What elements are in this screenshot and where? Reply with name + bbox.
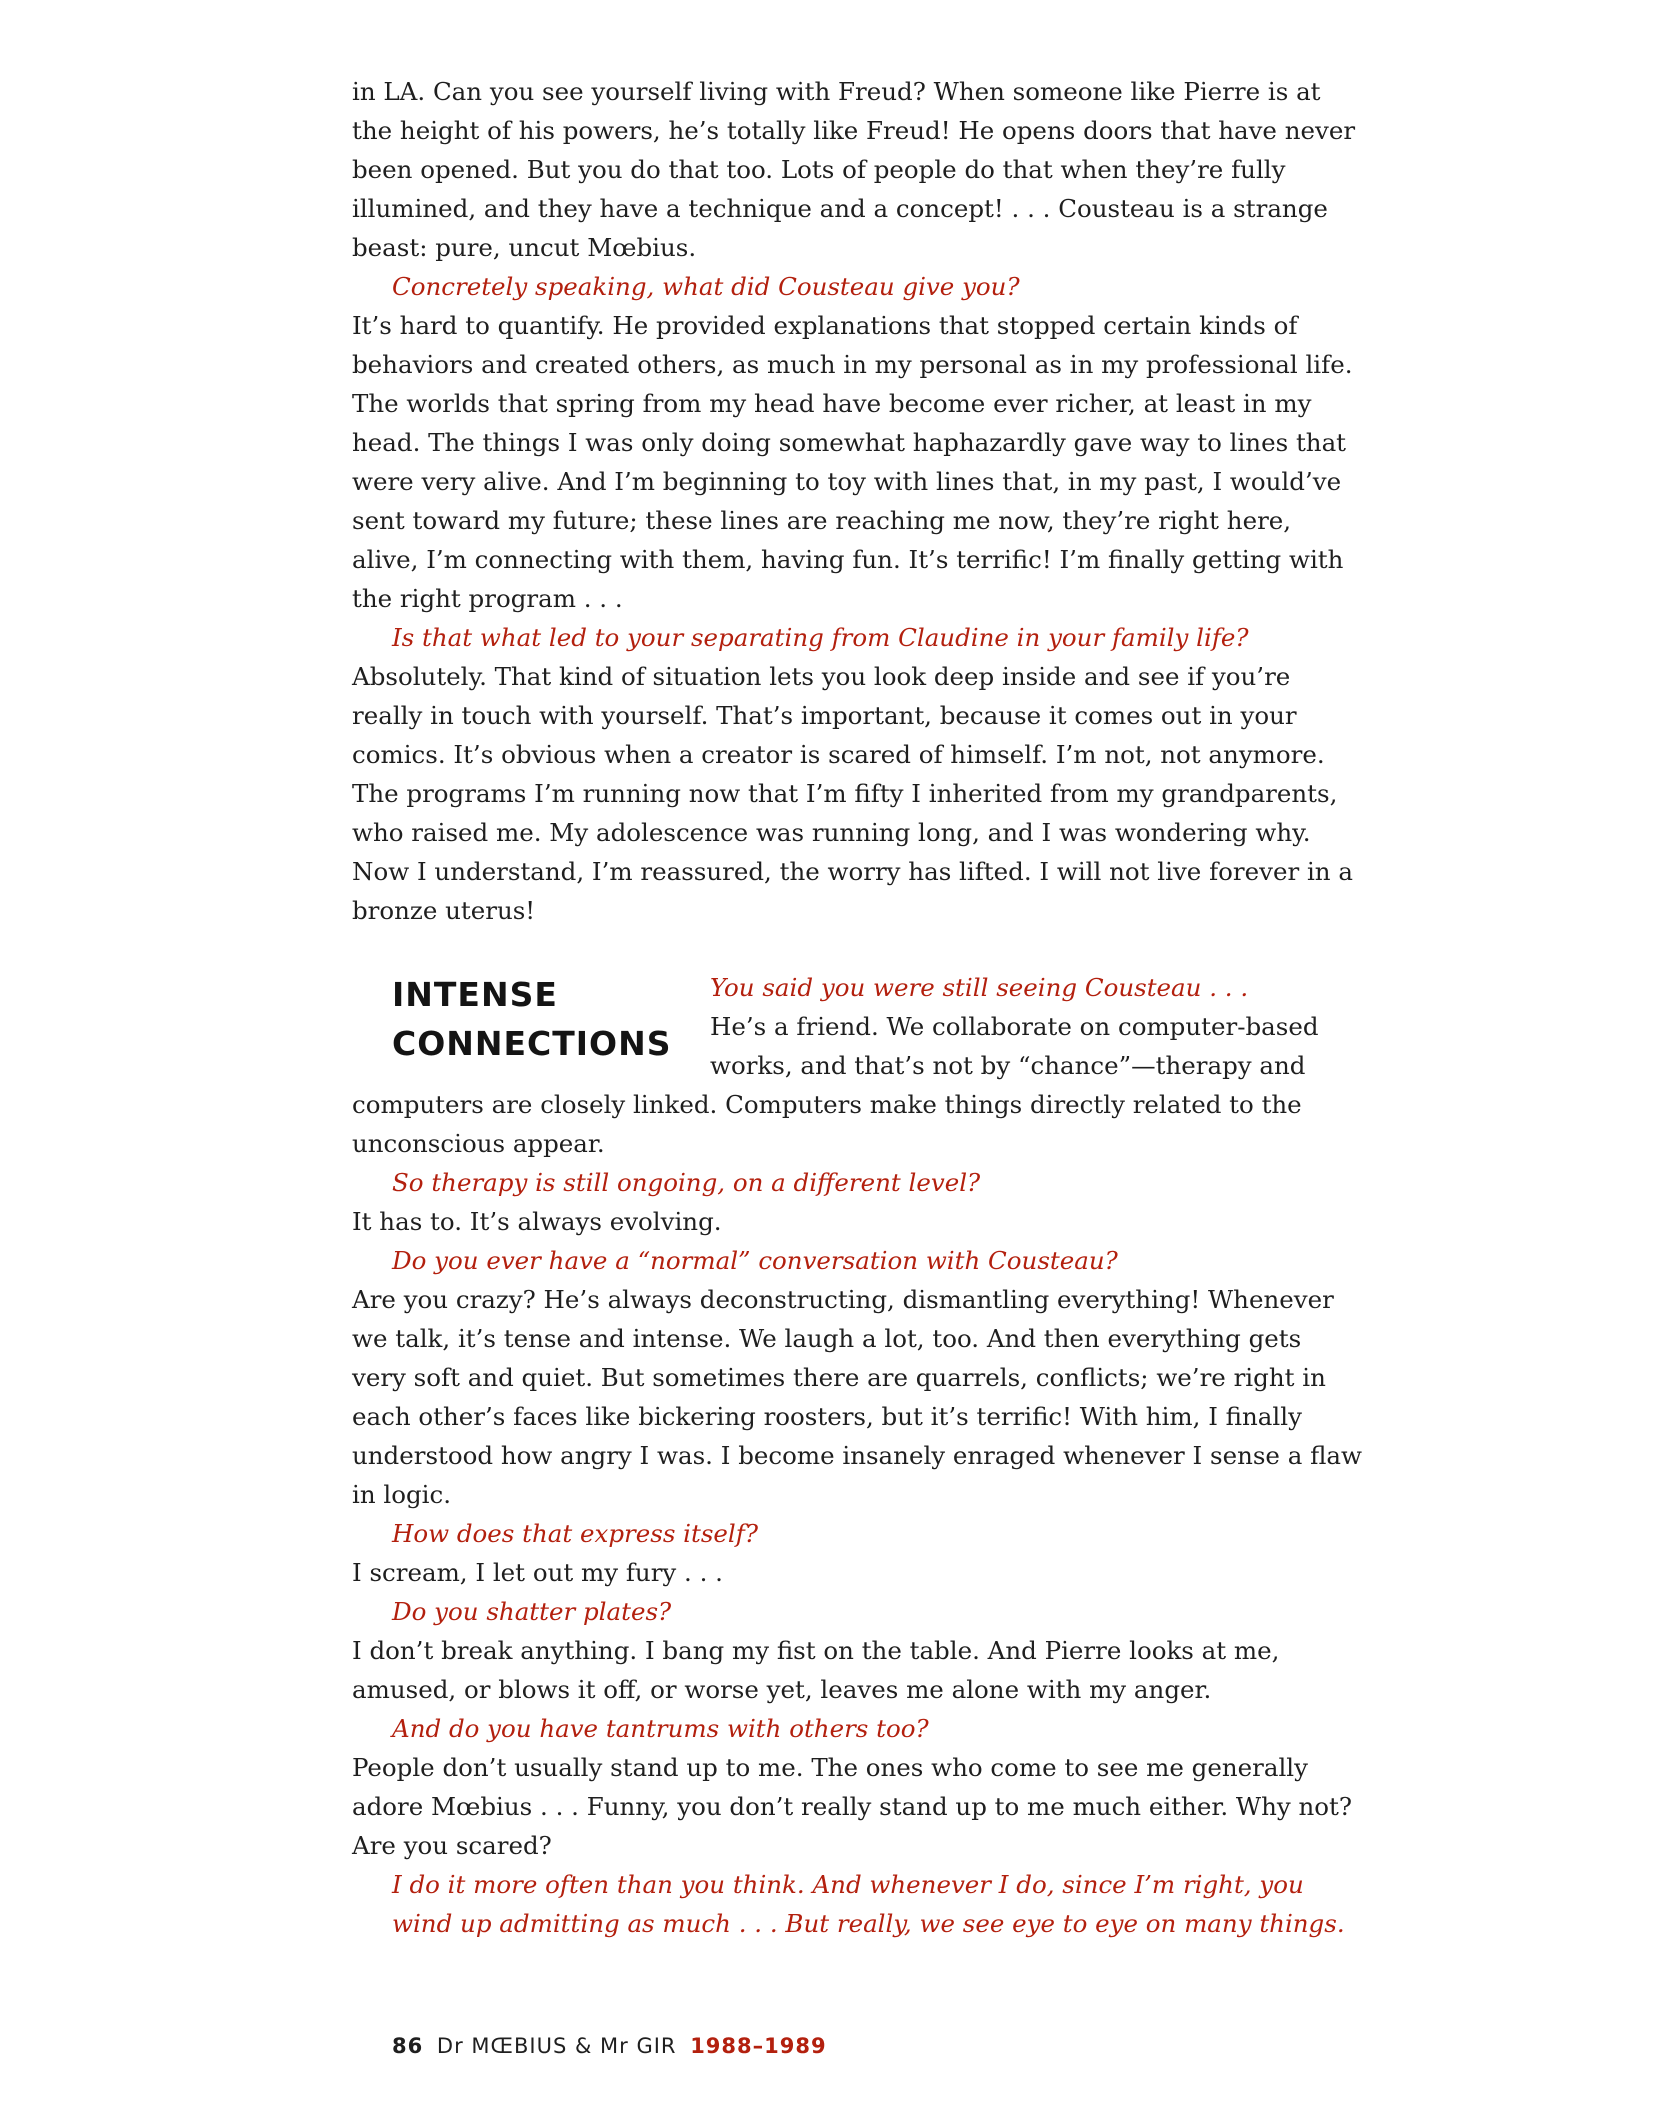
interviewer-question: I do it more often than you think. And whenever I do, since I’m right, you wind up admitting as much . . . But really, we see eye to eye on many things. <box>392 1870 1345 1938</box>
answer-paragraph: I scream, I let out my fury . . . <box>352 1558 723 1587</box>
interviewer-question: Do you shatter plates? <box>392 1597 672 1626</box>
answer-paragraph: Absolutely. That kind of situation lets you look deep inside and see if you’re really in touch with yourself. That’s important, because it comes out in your comics. It’s obvious when a creator is scared of himself. I’m not, not anymore. The programs I’m running now that I’m fifty I inherited from my grandparents, who raised me. My adolescence was running long, and I was wondering why. Now I understand, I’m reassured, the worry has lifted. I will not live forever in a bronze uterus! <box>352 662 1353 925</box>
section-heading: INTENSE CONNECTIONS <box>392 975 672 1063</box>
answer-paragraph: in LA. Can you see yourself living with Freud? When someone like Pierre is at the height of his powers, he’s totally like Freud! He opens doors that have never been opened. But you do that too. Lots of people do that when they’re fully illumined, and they have a technique and a concept! . . . Cousteau is a strange beast: pure, uncut Mœbius. <box>352 77 1356 262</box>
interviewer-question: Is that what led to your separating from Claudine in your family life? <box>392 623 1249 652</box>
answer-paragraph: It has to. It’s always evolving. <box>352 1207 722 1236</box>
section-intense-connections <box>352 968 1362 1163</box>
page-footer <box>392 2032 827 2060</box>
interviewer-question: How does that express itself? <box>392 1519 758 1548</box>
interviewer-question: So therapy is still ongoing, on a different level? <box>392 1168 981 1197</box>
book-title: Dr MŒBIUS & Mr GIR <box>436 2034 677 2058</box>
interviewer-question: And do you have tantrums with others too? <box>392 1714 929 1743</box>
page-number: 86 <box>392 2034 424 2058</box>
answer-paragraph: People don’t usually stand up to me. The ones who come to see me generally adore Mœbius . . . Funny, you don’t really stand up to me much either. Why not? Are you scared? <box>352 1753 1353 1860</box>
answer-paragraph: I don’t break anything. I bang my fist on the table. And Pierre looks at me, amused, or blows it off, or worse yet, leaves me alone with my anger. <box>352 1636 1280 1704</box>
interviewer-question: Concretely speaking, what did Cousteau give you? <box>392 272 1020 301</box>
answer-paragraph: He’s a friend. We collaborate on computer-based works, and that’s not by “chance”—therapy and computers are closely linked. Computers make things directly related to the unconscious appear. <box>352 1012 1319 1158</box>
chapter-years: 1988–1989 <box>690 2034 827 2058</box>
interview-text <box>352 72 1362 1943</box>
section-spacer <box>352 930 1362 968</box>
interviewer-question: Do you ever have a “normal” conversation with Cousteau? <box>392 1246 1118 1275</box>
answer-paragraph: It’s hard to quantify. He provided explanations that stopped certain kinds of behaviors and created others, as much in my personal as in my professional life. The worlds that spring from my head have become ever richer, at least in my head. The things I was only doing somewhat haphazardly gave way to lines that were very alive. And I’m beginning to toy with lines that, in my past, I would’ve sent toward my future; these lines are reaching me now, they’re right here, alive, I’m connecting with them, having fun. It’s terrific! I’m finally getting with the right program . . . <box>352 311 1353 613</box>
interviewer-question: You said you were still seeing Cousteau . . . <box>710 973 1249 1002</box>
answer-paragraph: Are you crazy? He’s always deconstructing, dismantling everything! Whenever we talk, it’s tense and intense. We laugh a lot, too. And then everything gets very soft and quiet. But sometimes there are quarrels, conflicts; we’re right in each other’s faces like bickering roosters, but it’s terrific! With him, I finally understood how angry I was. I become insanely enraged whenever I sense a flaw in logic. <box>352 1285 1363 1509</box>
